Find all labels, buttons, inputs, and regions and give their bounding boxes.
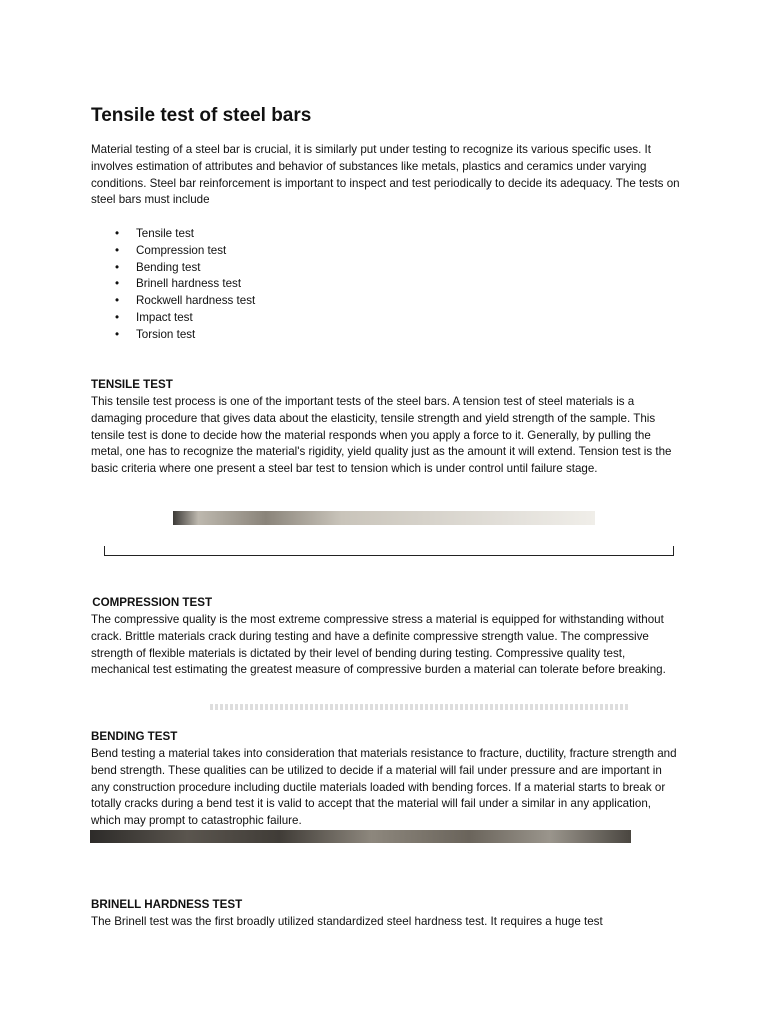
list-item: • Tensile test bbox=[91, 226, 255, 243]
page-title: Tensile test of steel bars bbox=[91, 105, 312, 126]
bullet-icon: • bbox=[115, 277, 120, 291]
figure-caption-fragment bbox=[210, 704, 630, 710]
tensile-figure-image bbox=[173, 511, 595, 525]
bullet-icon: • bbox=[115, 260, 120, 274]
compression-heading: COMPRESSION TEST bbox=[89, 596, 213, 609]
brinell-heading: BRINELL HARDNESS TEST bbox=[91, 898, 243, 911]
bending-figure-image bbox=[90, 830, 631, 843]
bullet-icon: • bbox=[115, 327, 120, 341]
intro-paragraph: Material testing of a steel bar is crucial, it is similarly put under testing to recognize its various specific uses. It involves estimation of attributes and behavior of substances like metals, plastics and ceramics under varying conditions. Steel bar reinforcement is important to inspect and test periodically to decide its adequacy. The tests on steel bars must include bbox=[91, 143, 680, 207]
bullet-icon: • bbox=[115, 294, 120, 308]
list-item: • Compression test bbox=[91, 243, 255, 260]
bullet-icon: • bbox=[115, 227, 120, 240]
list-item: • Torsion test bbox=[91, 327, 255, 344]
bullet-icon: • bbox=[115, 243, 120, 257]
brinell-paragraph: The Brinell test was the first broadly utilized standardized steel hardness test. It requires a huge test bbox=[91, 915, 603, 928]
tests-list bbox=[91, 226, 255, 344]
figure-frame bbox=[104, 546, 674, 556]
list-item: • Brinell hardness test bbox=[91, 276, 255, 293]
tensile-paragraph: This tensile test process is one of the important tests of the steel bars. A tension test of steel materials is a damaging procedure that gives data about the elasticity, tensile strength and yield strength of the sample. This tensile test is done to decide how the material responds when you apply a force to it. Generally, by pulling the metal, one has to recognize the material's rigidity, yield quality just as the amount it will extend. Tension test is the basic criteria where one present a steel bar test to tension which is under control until failure stage. bbox=[91, 395, 672, 476]
bullet-icon: • bbox=[115, 310, 120, 324]
list-item: • Impact test bbox=[91, 310, 255, 327]
bending-heading: BENDING TEST bbox=[91, 730, 178, 743]
list-item: • Bending test bbox=[91, 260, 255, 277]
tensile-heading: TENSILE TEST bbox=[91, 378, 173, 391]
bending-paragraph: Bend testing a material takes into consideration that materials resistance to fracture, ductility, fracture strength and bend strength. These qualities can be utilized to decide if a material will fail under pressure and are important in any construction procedure including ductile materials loaded with bending forces. If a material starts to break or totally cracks during a bend test it is valid to accept that the material will fail under a similar in any application, which may prompt to catastrophic failure. bbox=[91, 747, 677, 828]
compression-paragraph: The compressive quality is the most extreme compressive stress a material is equipped for withstanding without crack. Brittle materials crack during testing and have a definite compressive strength value. The compressive strength of flexible materials is dictated by their level of bending during testing. Compressive quality test, mechanical test estimating the greatest measure of compressive burden a material can tolerate before breaking. bbox=[91, 613, 666, 677]
list-item: • Rockwell hardness test bbox=[91, 293, 255, 310]
